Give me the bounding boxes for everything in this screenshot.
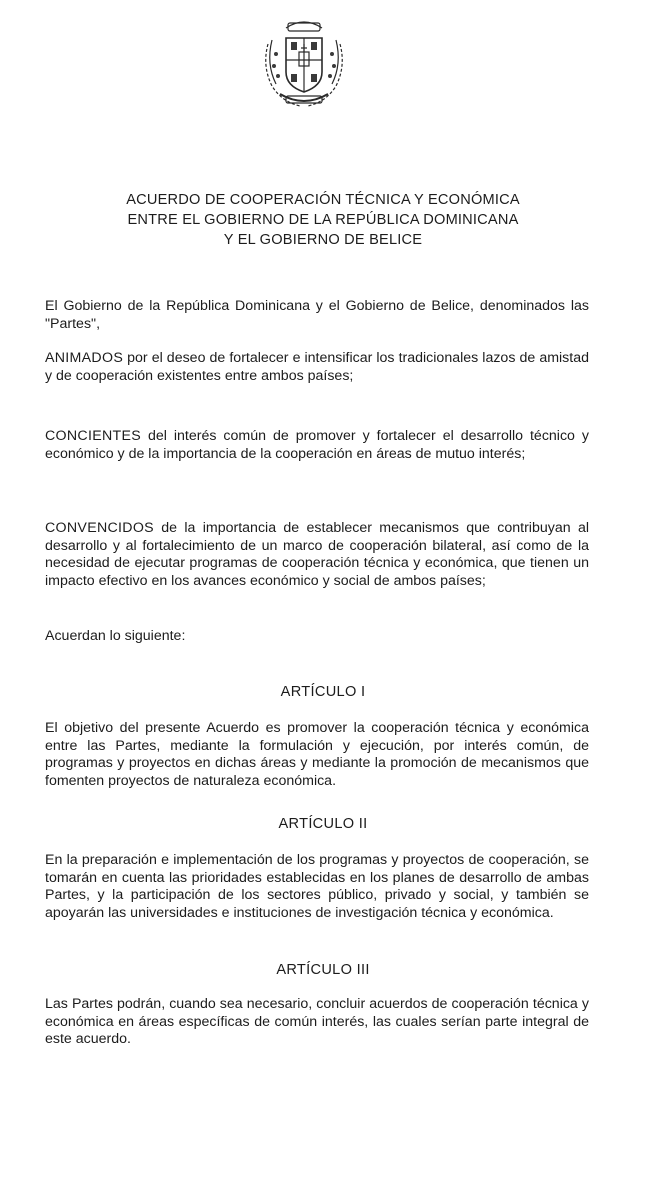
- coat-of-arms-seal-icon: [256, 14, 352, 112]
- animados-keyword: ANIMADOS: [45, 350, 124, 366]
- concientes-text: del interés común de promover y fortalecer el desarrollo técnico y económico y de la importancia de la cooperación en áreas de mutuo interés;: [45, 428, 589, 462]
- convencidos-text: de la importancia de establecer mecanismos que contribuyan al desarrollo y al fortalecimiento de un marco de cooperación bilateral, así como de la necesidad de ejecutar programas de cooperación técnica y económica, que tienen un impacto efectivo en los avances económico y social de ambos países;: [45, 520, 589, 589]
- title-line-3: Y EL GOBIERNO DE BELICE: [223, 232, 423, 248]
- preamble-agree: Acuerdan lo siguiente:: [45, 628, 186, 644]
- article-3-text: Las Partes podrán, cuando sea necesario, concluir acuerdos de cooperación técnica y económica en áreas específicas de común interés, las cuales serían parte integral de este acuerdo.: [45, 996, 589, 1047]
- article-1-text: El objetivo del presente Acuerdo es promover la cooperación técnica y económica entre las Partes, mediante la formulación y ejecución, por interés común, de programas y proyectos en dichas áreas y mediante la promoción de mecanismos que fomenten proyectos de naturaleza económica.: [45, 720, 589, 789]
- preamble-concientes: [45, 428, 589, 463]
- preamble-animados: [45, 350, 589, 385]
- preamble-parties: El Gobierno de la República Dominicana y el Gobierno de Belice, denominados las "Partes",: [45, 298, 589, 332]
- article-1-heading: ARTÍCULO I: [280, 684, 366, 700]
- document-title: [60, 190, 586, 250]
- title-line-1: ACUERDO DE COOPERACIÓN TÉCNICA Y ECONÓMICA: [126, 192, 520, 208]
- concientes-keyword: CONCIENTES: [45, 428, 142, 444]
- animados-text: por el deseo de fortalecer e intensificar los tradicionales lazos de amistad y de cooperación existentes entre ambos países;: [45, 350, 589, 384]
- article-2-heading: ARTÍCULO II: [278, 816, 368, 832]
- convencidos-keyword: CONVENCIDOS: [45, 520, 154, 536]
- article-2-text: En la preparación e implementación de los programas y proyectos de cooperación, se tomarán en cuenta las prioridades establecidas en los planes de desarrollo de ambas Partes, y la participación de los sectores público, privado y social, y también se apoyarán las universidades e instituciones de investigación técnica y económica.: [45, 852, 589, 921]
- article-3-heading: ARTÍCULO III: [276, 962, 370, 978]
- preamble-convencidos: [45, 520, 589, 590]
- title-line-2: ENTRE EL GOBIERNO DE LA REPÚBLICA DOMINICANA: [127, 212, 519, 228]
